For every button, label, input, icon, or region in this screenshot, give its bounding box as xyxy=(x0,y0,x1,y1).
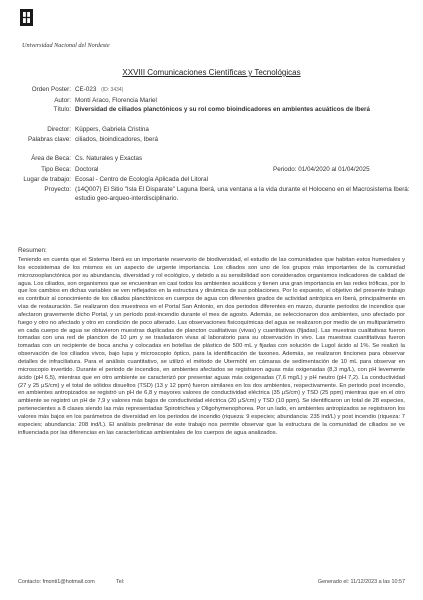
titulo-label: Título: xyxy=(53,106,71,113)
area-value: Cs. Naturales y Exactas xyxy=(75,155,143,162)
palabras-label: Palabras clave: xyxy=(27,136,71,143)
page-title: XXVIII Comunicaciones Científicas y Tecnológicas xyxy=(122,68,301,77)
generated-timestamp: Generado el: 11/12/2023 a las 10:57 xyxy=(317,579,405,585)
tipo-value: Doctoral xyxy=(75,166,99,173)
orden-id: (ID: 3434) xyxy=(101,87,124,93)
university-name: Universidad Nacional del Nordeste xyxy=(22,42,110,49)
area-label: Área de Beca: xyxy=(31,155,71,162)
proyecto-label: Proyecto: xyxy=(44,186,71,193)
proyecto-value: (14Q007) El Sitio "Isla El Disparate" Laguna Iberá, una ventana a la vida durante el Holoceno en el Macrosistema Iberá: estudio geo-arqueo-interdisciplinario. xyxy=(75,186,410,202)
autor-value: Montí Araco, Florencia Mariel xyxy=(75,97,157,104)
orden-value: CE-023 xyxy=(75,86,97,93)
periodo-label: Periodo: xyxy=(273,166,297,173)
contact-email: Contacto: fmonti1@hotmail.com xyxy=(18,579,95,585)
contact-tel: Tel: xyxy=(116,579,125,585)
autor-label: Autor: xyxy=(54,97,71,104)
resumen-label: Resumen: xyxy=(18,247,47,254)
lugar-value: Ecosal - Centro de Ecología Aplicada del Litoral xyxy=(75,176,209,183)
lugar-label: Lugar de trabajo: xyxy=(23,176,71,183)
resumen-text: Teniendo en cuenta que el Sistema Iberá es un importante reservorio de biodiversidad, el estudio de las comunidades que habitan estos humedales y los ecosistemas de los mismos es un aspecto de urgente importancia. Los ciliados son uno de los grupos más importantes de la comunidad microzooplanctónica por su abundancia, diversidad y rol ecológico, y debido a su sensibilidad son considerados organismos indicadores de calidad de agua. Los ciliados, son organismos que se encuentran en casi todos los ambientes acuáticos y tienen una gran importancia en las redes tróficas, por lo que los cambios en dichas variables se ven reflejados en la estructura y dinámica de sus poblaciones. Por lo expuesto, el objetivo del presente trabajo es contribuir al conocimiento de los ciliados planctónicos en cuerpos de agua con diferentes grados de actividad antrópica en Iberá, principalmente en vías de restauración. Se realizaron dos muestreos en el Portal San Antonio, en dos periodos diferentes en marzo, durante periodos de incendios que afectaron gravemente dicho Portal, y un período post-incendio durante el mes de agosto. Además, se seleccionaron dos ambientes, uno afectado por fuego y otro no afectado y otro en condición de poco alterado. Las observaciones fisicoquímicas del agua se realizaron por medio de un multiparámetro en cada cuerpo de agua se obtuvieron muestras duplicadas de plancton cualitativas (vivas) y cuantitativas (fijadas). Las muestras cualitativas fueron tomadas con una red de plancton de 10 μm y se trasladaron vivas al laboratorio para su observación in vivo. Las muestras cuantitativas fueron tomadas con un recipiente de boca ancha y colocadas en botellas de plástico de 500 mL y fijadas con solución de Lugol ácido al 1%. Se realizó la observación de los ciliados vivos, bajo lupa y microscopio óptico, para la identificación de taxones. Además, se realizaron tinciones para observar detalles de infraciliatura. Para el análisis cuantitativo, se utilizó el método de Utermöhl en cámaras de sedimentación de 10 mL para observar en microscopio invertido. Durante el periodo de incendios, en ambientes afectados se registraron aguas más oxigenadas (8,3 mg/L), con pH levemente ácido (pH 6,5), mientras que en otro ambiente se caracterizó por presentar aguas más oxigenadas (7,6 mg/L) y pH neutro (pH 7,2). La conductividad (27 y 25 μS/cm) y el total de sólidos disueltos (TSD) (13 y 12 ppm) fueron similares en los dos ambientes, respectivamente. En periodo post incendio, en ambientes antropizados se registró un pH de 6,8 y mayores valores de conductividad eléctrica (35 μS/cm) y TSD (25 ppm) mientras que en el otro ambiente se registró un pH de 7,9 y valores más bajos de conductividad eléctrica (20 μS/cm) y TSD (10 ppm). Se identificaron un total de 28 especies, pertenecientes a 8 clases siendo las más representadas Spirotrichea y Oligohymenophorea. Por un lado, en ambientes antropizados se registraron los valores más bajos en los parámetros de diversidad en los periodos de incendio (riqueza: 9 especies; abundancia: 235 ind/L) y post incendio (riqueza: 7 especies; abundancia: 208 ind/L). El análisis preliminar de este trabajo nos permite observar que la estructura de la comunidad de ciliados se ve influenciada por las diferencias en las características ambientales de los cuerpos de agua analizados. xyxy=(18,257,405,436)
palabras-value: ciliados, bioindicadores, Iberá xyxy=(75,136,158,143)
director-value: Küppers, Gabriela Cristina xyxy=(75,126,149,133)
orden-label: Orden Poster: xyxy=(31,86,71,93)
tipo-label: Tipo Beca: xyxy=(41,166,71,173)
director-label: Director: xyxy=(47,126,71,133)
titulo-value: Diversidad de ciliados planctónicos y su rol como bioindicadores en ambientes acuáticos de Iberá xyxy=(75,106,370,113)
periodo-value: 01/04/2020 al 01/04/2025 xyxy=(298,166,370,173)
